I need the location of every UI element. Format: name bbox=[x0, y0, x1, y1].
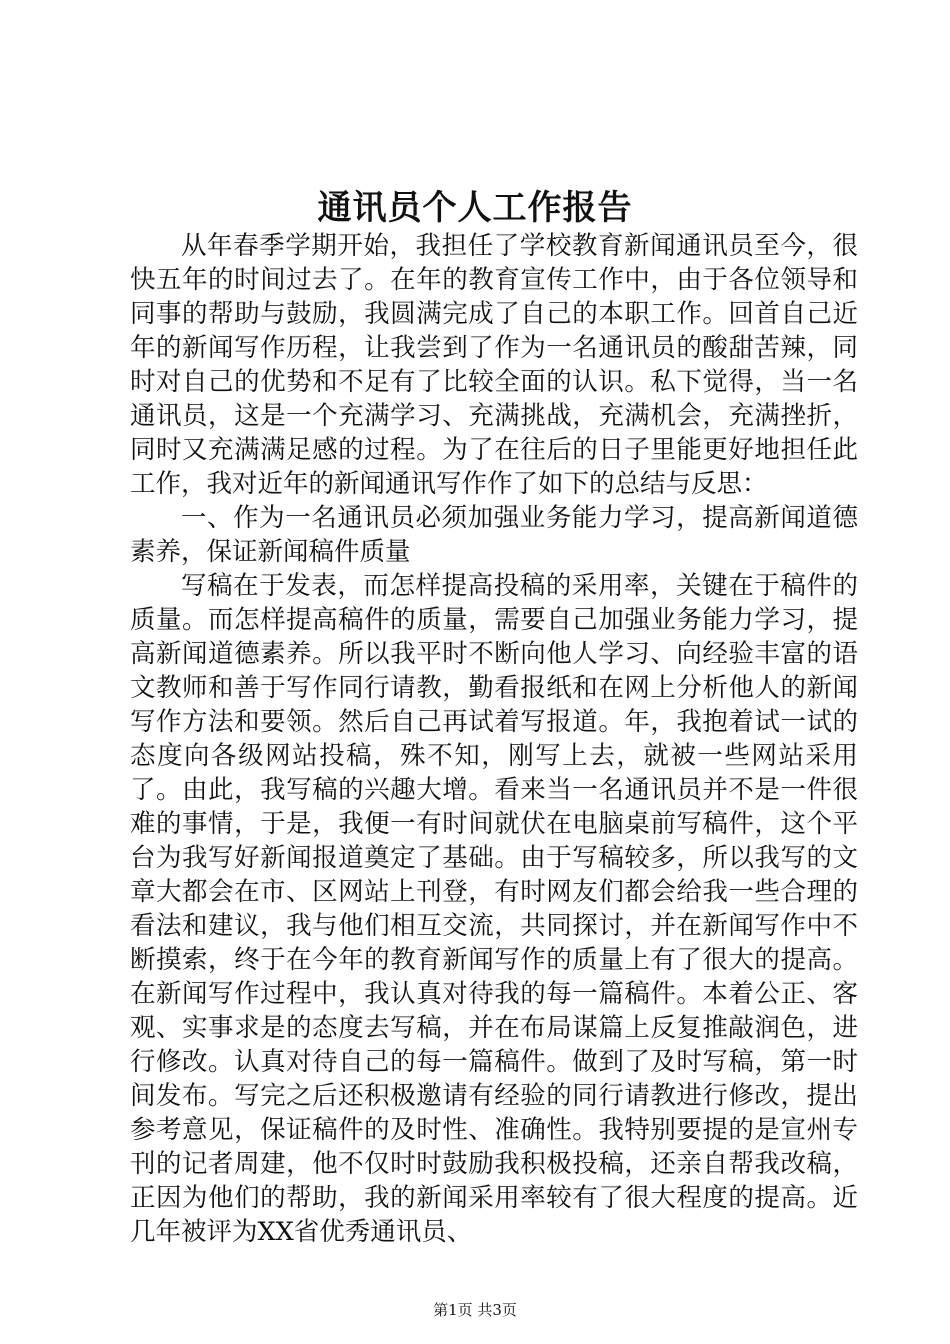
intro-paragraph: 从年春季学期开始，我担任了学校教育新闻通讯员至今，很快五年的时间过去了。在年的教育宣传工作中，由于各位领导和同事的帮助与鼓励，我圆满完成了自己的本职工作。回首自己近年的新闻写作历程，让我尝到了作为一名通讯员的酸甜苦辣，同时对自己的优势和不足有了比较全面的认识。私下觉得，当一名通讯员，这是一个充满学习、充满挑战，充满机会，充满挫折，同时又充满满足感的过程。为了在往后的日子里能更好地担任此工作，我对近年的新闻通讯写作作了如下的总结与反思： bbox=[130, 231, 858, 499]
document-title: 通讯员个人工作报告 bbox=[317, 188, 633, 228]
section-heading-1: 一、作为一名通讯员必须加强业务能力学习，提高新闻道德素养，保证新闻稿件质量 bbox=[130, 503, 858, 567]
document-body bbox=[130, 229, 858, 1249]
section-1-paragraph: 写稿在于发表，而怎样提高投稿的采用率，关键在于稿件的质量。而怎样提高稿件的质量，需要自己加强业务能力学习，提高新闻道德素养。所以我平时不断向他人学习、向经验丰富的语文教师和善于写作同行请教，勤看报纸和在网上分析他人的新闻写作方法和要领。然后自己再试着写报道。年，我抱着试一试的态度向各级网站投稿，殊不知，刚写上去，就被一些网站采用了。由此，我写稿的兴趣大增。看来当一名通讯员并不是一件很难的事情，于是，我便一有时间就伏在电脑桌前写稿件，这个平台为我写好新闻报道奠定了基础。由于写稿较多，所以我写的文章大都会在市、区网站上刊登，有时网友们都会给我一些合理的看法和建议，我与他们相互交流，共同探讨，并在新闻写作中不断摸索，终于在今年的教育新闻写作的质量上有了很大的提高。在新闻写作过程中，我认真对待我的每一篇稿件。本着公正、客观、实事求是的态度去写稿，并在布局谋篇上反复推敲润色，进行修改。认真对待自己的每一篇稿件。做到了及时写稿，第一时间发布。写完之后还积极邀请有经验的同行请教进行修改，提出参考意见，保证稿件的及时性、准确性。我特别要提的是宣州专刊的记者周建，他不仅时时鼓励我积极投稿，还亲自帮我改稿，正因为他们的帮助，我的新闻采用率较有了很大程度的提高。近几年被评为XX省优秀通讯员、 bbox=[130, 571, 858, 1247]
page-number-footer: 第1页 共3页 bbox=[433, 1301, 517, 1319]
